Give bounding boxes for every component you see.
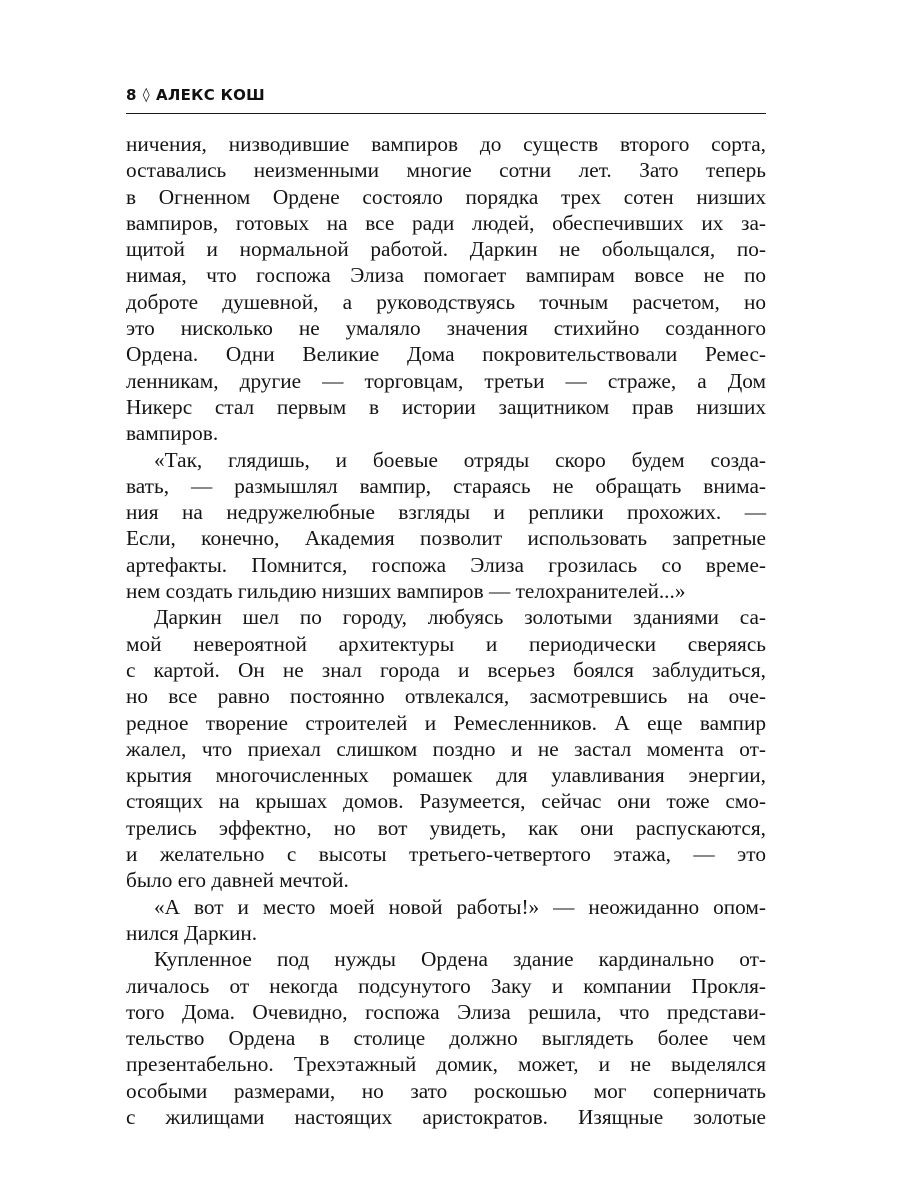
text-line: Если, конечно, Академия позволит использовать запретные xyxy=(126,526,766,551)
text-line: крытия многочисленных ромашек для улавливания энергии, xyxy=(126,763,766,788)
text-line: нем создать гильдию низших вампиров — телохранителей...» xyxy=(126,579,686,604)
text-line: трелись эффектно, но вот увидеть, как они распускаются, xyxy=(126,815,766,840)
text-line: Даркин шел по городу, любуясь золотыми зданиями са- xyxy=(154,605,766,630)
text-line: того Дома. Очевидно, госпожа Элиза решила, что представи- xyxy=(126,999,766,1024)
text-line: но все равно постоянно отвлекался, засмотревшись на оче- xyxy=(126,684,766,709)
text-line: с картой. Он не знал города и всерьез боялся заблудиться, xyxy=(126,657,766,682)
text-line: ничения, низводившие вампиров до существ второго сорта, xyxy=(126,132,766,156)
text-line: щитой и нормальной работой. Даркин не обольщался, по- xyxy=(126,237,766,262)
paragraph xyxy=(126,447,766,605)
text-line: это нисколько не умаляло значения стихийно созданного xyxy=(126,316,766,341)
text-line: Купленное под нужды Ордена здание кардинально от- xyxy=(154,947,766,972)
text-line: доброте душевной, а руководствуясь точным расчетом, но xyxy=(126,289,766,314)
paragraph xyxy=(126,604,766,893)
text-line: артефакты. Помнится, госпожа Элиза грозилась со време- xyxy=(126,552,766,577)
text-line: вать, — размышлял вампир, стараясь не обращать внима- xyxy=(126,473,766,498)
text-line: тельство Ордена в столице должно выглядеть более чем xyxy=(126,1026,766,1051)
text-line: стоящих на крышах домов. Разумеется, сейчас они тоже смо- xyxy=(126,789,766,814)
text-line: Никерс стал первым в истории защитником прав низших xyxy=(126,394,766,419)
text-line: было его давней мечтой. xyxy=(126,868,349,893)
text-line: особыми размерами, но зато роскошью мог соперничать xyxy=(126,1078,766,1103)
text-line: ния на недружелюбные взгляды и реплики прохожих. — xyxy=(126,500,766,525)
text-line: вампиров. xyxy=(126,421,219,446)
text-line: нился Даркин. xyxy=(126,920,258,945)
text-line: «Так, глядишь, и боевые отряды скоро будем созда- xyxy=(154,447,766,472)
text-line: ленникам, другие — торговцам, третьи — страже, а Дом xyxy=(126,368,766,393)
text-line: с жилищами настоящих аристократов. Изящные золотые xyxy=(126,1104,766,1129)
text-line: жалел, что приехал слишком поздно и не застал момента от- xyxy=(126,736,766,761)
paragraph xyxy=(126,131,766,447)
text-line: презентабельно. Трехэтажный домик, может, и не выделялся xyxy=(126,1052,766,1077)
header-rule xyxy=(126,113,766,114)
paragraph xyxy=(126,946,766,1130)
diamond-separator-icon: ◊ xyxy=(142,87,150,103)
text-line: личалось от некогда подсунутого Заку и компании Прокля- xyxy=(126,973,766,998)
author-name: АЛЕКС КОШ xyxy=(155,86,266,104)
text-line: «А вот и место моей новой работы!» — неожиданно опом- xyxy=(154,894,766,919)
text-line: вампиров, готовых на все ради людей, обеспечивших их за- xyxy=(126,210,766,235)
text-line: мой невероятной архитектуры и периодически сверяясь xyxy=(126,631,766,656)
page-number: 8 xyxy=(126,86,137,104)
paragraph xyxy=(126,894,766,947)
text-line: в Огненном Ордене состояло порядка трех сотен низших xyxy=(126,184,766,209)
text-line: и желательно с высоты третьего-четвертого этажа, — это xyxy=(126,842,766,867)
text-line: редное творение строителей и Ремесленников. А еще вампир xyxy=(126,710,766,735)
running-head xyxy=(126,86,265,104)
text-line: оставались неизменными многие сотни лет. Зато теперь xyxy=(126,158,766,183)
text-line: нимая, что госпожа Элиза помогает вампирам вовсе не по xyxy=(126,263,766,288)
body-text xyxy=(126,131,766,1130)
text-line: Ордена. Одни Великие Дома покровительствовали Ремес- xyxy=(126,342,766,367)
